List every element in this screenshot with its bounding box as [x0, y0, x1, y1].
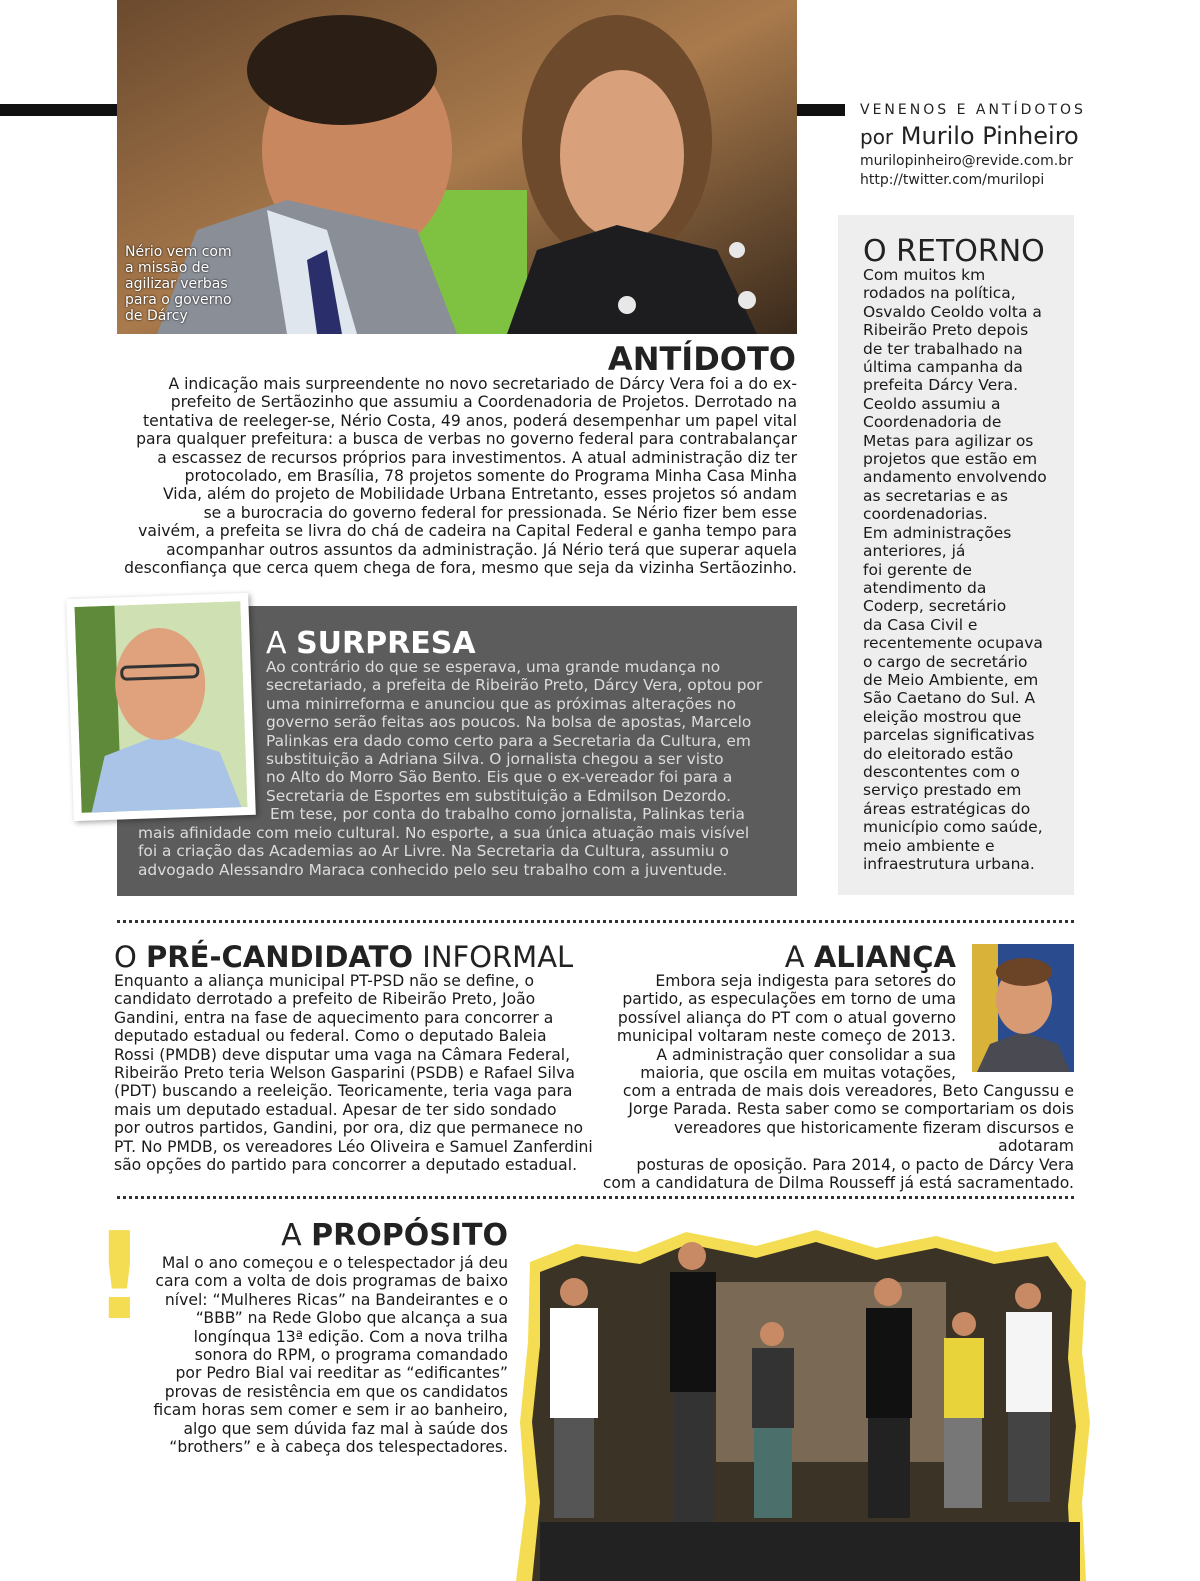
text-line: se a burocracia do governo federal for pressionada. Se Nério fizer bem esse [203, 503, 797, 522]
text-line: provas de resistência em que os candidatos [164, 1382, 508, 1401]
text-line: parcelas significativas [863, 726, 1035, 745]
text-line: Ribeirão Preto depois [863, 321, 1029, 340]
text-line: a escassez de recursos próprios para investimentos. A atual administração diz ter [157, 448, 797, 467]
text-line: Ceoldo assumiu a [863, 394, 1001, 413]
byline-by: por [860, 125, 894, 149]
title-part: INFORMAL [422, 940, 574, 974]
text-line: mais um deputado estadual. Apesar de ter sido sondado [114, 1100, 557, 1119]
portrait-art [74, 601, 247, 813]
title-part: A [784, 940, 805, 974]
proposito-title [260, 1218, 508, 1253]
text-line: coordenadorias. [863, 505, 988, 524]
text-line: no Alto do Morro São Bento. Eis que o ex-vereador foi para a [266, 768, 733, 787]
caption-line: a missão de [125, 260, 210, 276]
text-line: andamento envolvendo [863, 468, 1047, 487]
text-line: com a entrada de mais dois vereadores, Beto Cangussu e [622, 1082, 1074, 1100]
caption-line: de Dárcy [125, 308, 188, 324]
text-line: as secretarias e as [863, 486, 1008, 505]
antidoto-title: ANTÍDOTO [607, 340, 796, 378]
text-line: Vida, além do projeto de Mobilidade Urbana Entretanto, esses projetos só andam [162, 485, 797, 504]
text-line: Embora seja indigesta para setores do [655, 972, 956, 990]
text-line: deputado estadual ou federal. Como o deputado Baleia [114, 1027, 547, 1046]
text-line: meio ambiente e [863, 836, 995, 855]
separator [117, 1196, 1074, 1199]
text-line: desconfiança que cerca quem chega de fora, mesmo que seja da vizinha Sertãozinho. [124, 559, 797, 578]
surpresa-body-top [266, 658, 786, 824]
bbb-photo-art [516, 1222, 1094, 1581]
text-line: Ribeirão Preto teria Welson Gasparini (PSDB) e Rafael Silva [114, 1064, 575, 1083]
text-line: municipal voltaram neste começo de 2013. [616, 1027, 956, 1046]
pre-candidato-title [114, 940, 573, 974]
text-line: município como saúde, [863, 818, 1043, 837]
header-rule-left [0, 104, 117, 116]
text-line: “BBB” na Rede Globo que alcança a sua [195, 1309, 508, 1328]
text-line: secretariado, a prefeita de Ribeirão Preto, Dárcy Vera, optou por [266, 676, 763, 695]
text-line: foi a criação das Academias ao Ar Livre. Na Secretaria da Cultura, assumiu o [138, 842, 729, 861]
text-line: áreas estratégicas do [863, 799, 1031, 818]
text-line: Rossi (PMDB) deve disputar uma vaga na Câmara Federal, [114, 1045, 571, 1064]
text-line: Secretaria de Esportes em substituição a Edmilson Dezordo. [266, 786, 731, 805]
text-line: mais afinidade com meio cultural. No esporte, a sua única atuação mais visível [138, 824, 750, 842]
text-line: vereadores que historicamente fizeram discursos e adotaram [673, 1118, 1074, 1156]
author-twitter[interactable]: http://twitter.com/murilopi [860, 172, 1045, 188]
text-line: por outros partidos, Gandini, por ora, diz que permanece no [114, 1119, 584, 1138]
title-part: SURPRESA [296, 626, 476, 661]
text-line: prefeita Dárcy Vera. [863, 376, 1019, 395]
text-line: ficam horas sem comer e sem ir ao banheiro, [153, 1401, 508, 1420]
proposito-body [128, 1254, 508, 1456]
text-line: acompanhar outros assuntos da administração. Já Nério terá que superar aquela [166, 540, 797, 559]
text-line: PT. No PMDB, os vereadores Léo Oliveira e Samuel Zanferdini [114, 1137, 593, 1156]
retorno-body [863, 266, 1068, 873]
top-photo [117, 0, 797, 334]
text-line: vaivém, a prefeita se livra do chá de cadeira na Capital Federal e ganha tempo para [138, 522, 797, 541]
text-line: descontentes com o [863, 762, 1020, 781]
text-line: maioria, que oscila em muitas votações, [640, 1064, 956, 1083]
text-line: candidato derrotado a prefeito de Ribeirão Preto, João [114, 990, 536, 1009]
byline [860, 122, 1079, 150]
text-line: infraestrutura urbana. [863, 855, 1035, 873]
text-line: foi gerente de [863, 560, 972, 579]
caption-line: Nério vem com [125, 244, 232, 260]
title-part: ALIANÇA [813, 940, 956, 974]
text-line: A administração quer consolidar a sua [656, 1045, 956, 1064]
top-photo-caption [125, 244, 232, 324]
text-line: A indicação mais surpreendente no novo secretariado de Dárcy Vera foi a do ex- [168, 375, 797, 393]
separator [117, 920, 1074, 923]
text-line: da Casa Civil e [863, 615, 978, 634]
text-line: “brothers” e à cabeça dos telespectadores. [169, 1438, 508, 1457]
text-line: São Caetano do Sul. A [863, 689, 1036, 708]
text-line: Palinkas era dado como certo para a Secretaria da Cultura, em [266, 731, 751, 750]
text-line: Mal o ano começou e o telespectador já deu [161, 1254, 508, 1272]
text-line: Coordenadoria de [863, 413, 1002, 432]
text-line: uma minirreforma e anunciou que as próximas alterações no [266, 694, 736, 713]
surpresa-body-bottom [138, 824, 788, 879]
text-line: Com muitos km [863, 266, 986, 284]
portrait-art [972, 944, 1074, 1072]
exclamation-mark: ! [92, 1208, 147, 1347]
text-line: algo que sem dúvida faz mal à saúde dos [183, 1419, 508, 1438]
text-line: Coderp, secretário [863, 597, 1007, 616]
text-line: posturas de oposição. Para 2014, o pacto de Dárcy Vera [636, 1155, 1074, 1174]
text-line: cara com a volta de dois programas de baixo [155, 1272, 508, 1291]
alianca-body-top [600, 972, 956, 1082]
text-line: prefeito de Sertãozinho que assumiu a Coordenadoria de Projetos. Derrotado na [170, 393, 797, 412]
antidoto-body [117, 375, 797, 577]
text-line: Em tese, por conta do trabalho como jornalista, Palinkas teria [270, 805, 745, 824]
text-line: eleição mostrou que [863, 707, 1022, 726]
text-line: (PDT) buscando a reeleição. Teoricamente, teria vaga para [114, 1082, 573, 1101]
text-line: Ao contrário do que se esperava, uma grande mudança no [266, 658, 721, 676]
text-line: rodados na política, [863, 284, 1016, 303]
text-line: Em administrações [863, 523, 1012, 542]
caption-line: para o governo [125, 292, 232, 308]
text-line: Osvaldo Ceoldo volta a [863, 302, 1042, 321]
text-line: do eleitorado estão [863, 744, 1014, 763]
retorno-title: O RETORNO [863, 234, 1045, 269]
text-line: recentemente ocupava [863, 634, 1043, 653]
header-rule-right [797, 104, 845, 116]
contact-block [860, 152, 1073, 190]
text-line: nível: “Mulheres Ricas” na Bandeirantes e o [164, 1290, 508, 1309]
text-line: advogado Alessandro Maraca conhecido pelo seu trabalho com a juventude. [138, 860, 728, 879]
text-line: anteriores, já [863, 542, 966, 561]
title-part: PROPÓSITO [311, 1218, 508, 1253]
column-label: VENENOS E ANTÍDOTOS [860, 102, 1086, 118]
text-line: de ter trabalhado na [863, 339, 1023, 358]
pre-candidato-body [114, 972, 594, 1174]
text-line: longínqua 13ª edição. Com a nova trilha [193, 1327, 508, 1346]
text-line: de Meio Ambiente, em [863, 670, 1039, 689]
title-part: PRÉ-CANDIDATO [146, 940, 414, 974]
caption-line: agilizar verbas [125, 276, 228, 292]
title-part: A [281, 1218, 302, 1253]
alianca-portrait [972, 944, 1074, 1072]
text-line: o cargo de secretário [863, 652, 1028, 671]
text-line: tentativa de reeleger-se, Nério Costa, 49 anos, poderá desempenhar um papel vital [143, 411, 797, 430]
surpresa-title [266, 626, 476, 661]
text-line: projetos que estão em [863, 450, 1038, 469]
title-part: O [114, 940, 137, 974]
text-line: Jorge Parada. Resta saber como se comportariam os dois [628, 1100, 1074, 1119]
text-line: possível aliança do PT com o atual governo [617, 1008, 956, 1027]
text-line: atendimento da [863, 578, 987, 597]
text-line: sonora do RPM, o programa comandado [194, 1346, 508, 1365]
text-line: serviço prestado em [863, 781, 1022, 800]
alianca-title [700, 940, 956, 974]
text-line: Gandini, entra na fase de aquecimento para concorrer a [114, 1008, 554, 1027]
bbb-photo [516, 1222, 1094, 1581]
text-line: Enquanto a aliança municipal PT-PSD não se define, o [114, 972, 535, 990]
surpresa-portrait [66, 593, 256, 821]
text-line: protocolado, em Brasília, 78 projetos somente do Programa Minha Casa Minha [184, 467, 797, 486]
text-line: com a candidatura de Dilma Rousseff já está sacramentado. [602, 1174, 1074, 1193]
text-line: Metas para agilizar os [863, 431, 1034, 450]
text-line: governo serão feitas aos poucos. Na bolsa de apostas, Marcelo [266, 713, 752, 732]
byline-author: Murilo Pinheiro [900, 122, 1079, 150]
text-line: partido, as especulações em torno de uma [622, 990, 956, 1009]
text-line: são opções do partido para concorrer a deputado estadual. [114, 1156, 578, 1175]
text-line: por Pedro Bial vai reeditar as “edificantes” [175, 1364, 508, 1383]
text-line: para qualquer prefeitura: a busca de verbas no governo federal para contrabalançar [136, 430, 797, 449]
text-line: última campanha da [863, 358, 1023, 377]
text-line: substituição a Adriana Silva. O jornalista chegou a ser visto [266, 750, 724, 769]
alianca-body-bottom [594, 1082, 1074, 1192]
title-part: A [266, 626, 287, 661]
author-email[interactable]: murilopinheiro@revide.com.br [860, 153, 1073, 169]
